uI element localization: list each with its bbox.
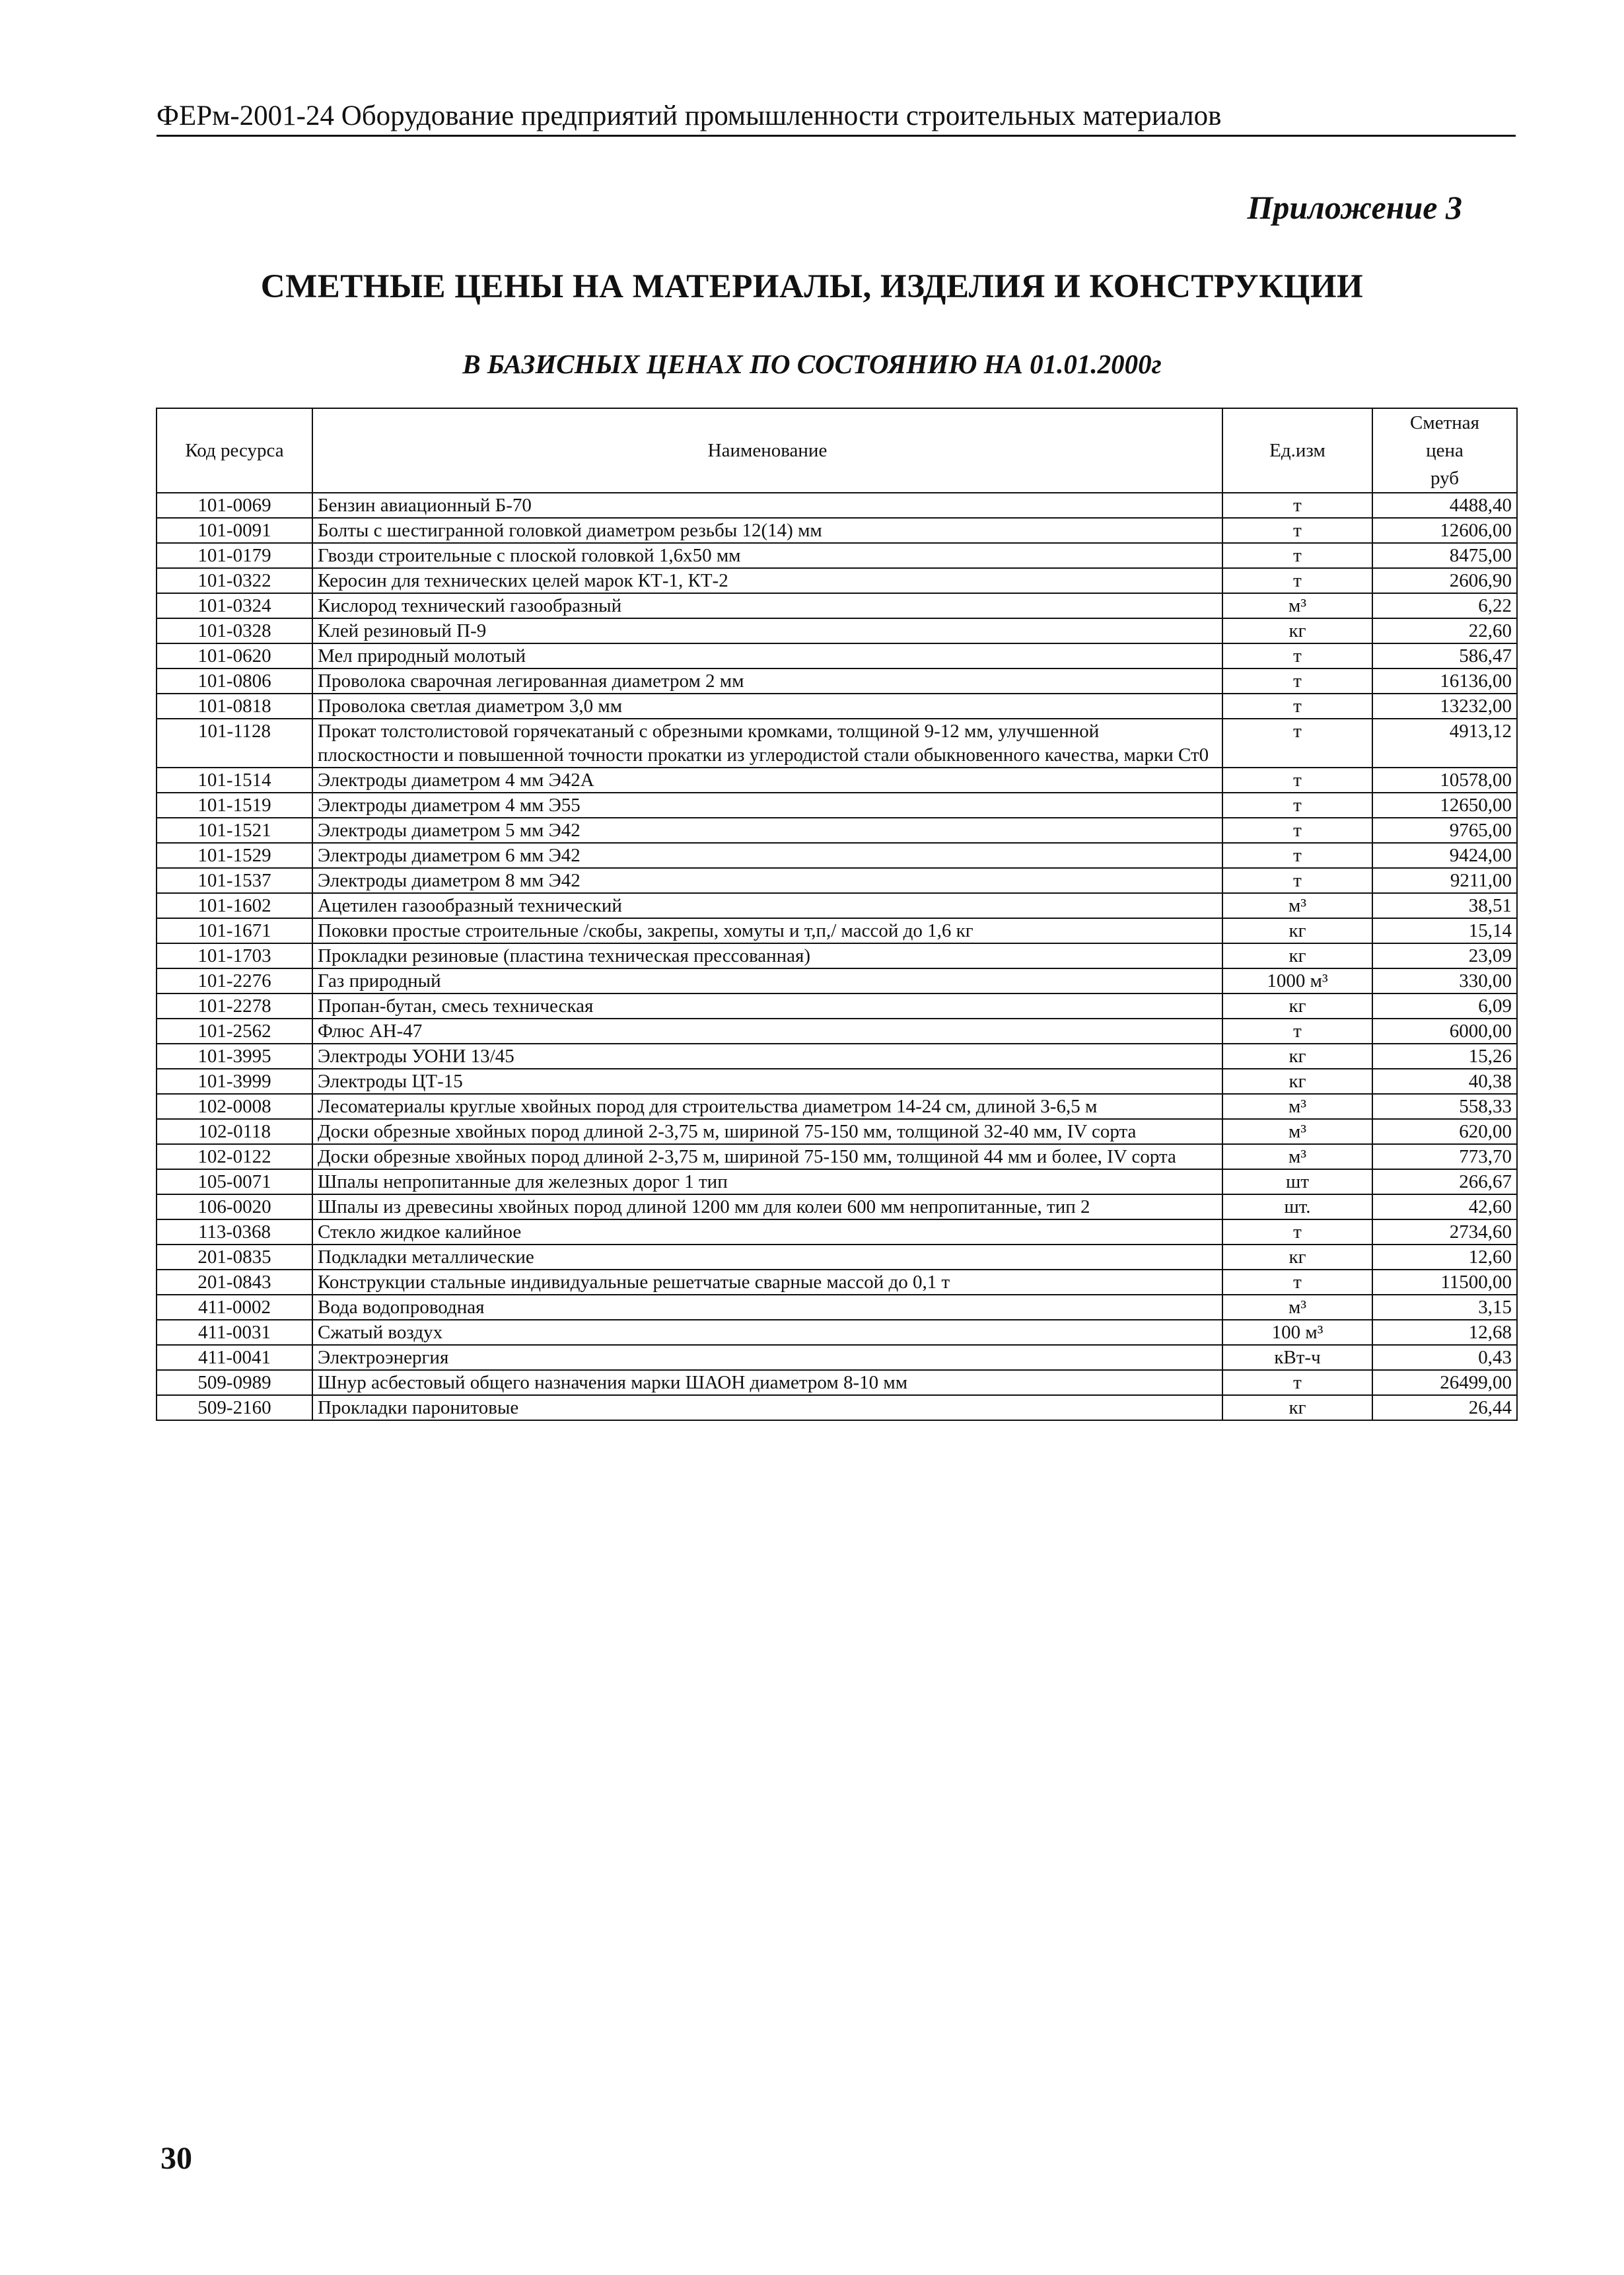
price-cell: 9765,00 <box>1372 818 1517 843</box>
unit-cell: м³ <box>1222 593 1372 618</box>
resource-code-cell: 113-0368 <box>157 1219 312 1245</box>
resource-code-cell: 101-0179 <box>157 543 312 568</box>
table-row <box>157 668 1517 694</box>
resource-name-cell: Сжатый воздух <box>312 1320 1222 1345</box>
page-subtitle: В БАЗИСНЫХ ЦЕНАХ ПО СОСТОЯНИЮ НА 01.01.2000г <box>462 349 1162 379</box>
price-cell: 6000,00 <box>1372 1019 1517 1044</box>
page-number: 30 <box>160 2141 192 2176</box>
running-header: ФЕРм-2001-24 Оборудование предприятий промышленности строительных материалов <box>157 99 1516 137</box>
resource-name-cell: Электроды диаметром 4 мм Э42А <box>312 768 1222 793</box>
resource-name-cell: Шпалы непропитанные для железных дорог 1 тип <box>312 1169 1222 1194</box>
price-cell: 26499,00 <box>1372 1370 1517 1395</box>
table-body <box>157 493 1517 1420</box>
table-row <box>157 1370 1517 1395</box>
table-row <box>157 643 1517 668</box>
unit-cell: т <box>1222 568 1372 593</box>
resource-code-cell: 509-0989 <box>157 1370 312 1395</box>
resource-name-cell: Электроэнергия <box>312 1345 1222 1370</box>
resource-code-cell: 102-0118 <box>157 1119 312 1144</box>
resource-code-cell: 201-0835 <box>157 1245 312 1270</box>
resource-code-cell: 509-2160 <box>157 1395 312 1420</box>
price-cell: 330,00 <box>1372 968 1517 993</box>
resource-code-cell: 101-1128 <box>157 719 312 768</box>
price-cell: 6,09 <box>1372 993 1517 1019</box>
table-row <box>157 1019 1517 1044</box>
table-row <box>157 1169 1517 1194</box>
resource-name-cell: Шнур асбестовый общего назначения марки ШАОН диаметром 8-10 мм <box>312 1370 1222 1395</box>
resource-code-cell: 101-0620 <box>157 643 312 668</box>
unit-cell: 1000 м³ <box>1222 968 1372 993</box>
table-row <box>157 543 1517 568</box>
price-cell: 23,09 <box>1372 943 1517 968</box>
unit-cell: шт. <box>1222 1194 1372 1219</box>
table-row <box>157 568 1517 593</box>
table-row <box>157 1119 1517 1144</box>
resource-code-cell: 106-0020 <box>157 1194 312 1219</box>
unit-cell: м³ <box>1222 893 1372 918</box>
column-header-price-line2: цена <box>1426 440 1464 461</box>
resource-name-cell: Электроды УОНИ 13/45 <box>312 1044 1222 1069</box>
table-row <box>157 993 1517 1019</box>
resource-code-cell: 411-0031 <box>157 1320 312 1345</box>
resource-name-cell: Флюс АН-47 <box>312 1019 1222 1044</box>
unit-cell: т <box>1222 1370 1372 1395</box>
table-row <box>157 1194 1517 1219</box>
price-cell: 12650,00 <box>1372 793 1517 818</box>
resource-name-cell: Проволока сварочная легированная диаметром 2 мм <box>312 668 1222 694</box>
table-row <box>157 943 1517 968</box>
resource-name-cell: Электроды диаметром 6 мм Э42 <box>312 843 1222 868</box>
column-header-price <box>1372 408 1517 493</box>
table-row <box>157 1320 1517 1345</box>
resource-name-cell: Кислород технический газообразный <box>312 593 1222 618</box>
price-cell: 15,14 <box>1372 918 1517 943</box>
table-row <box>157 1345 1517 1370</box>
table-row <box>157 618 1517 643</box>
unit-cell: т <box>1222 768 1372 793</box>
resource-code-cell: 101-0324 <box>157 593 312 618</box>
table-row <box>157 719 1517 768</box>
resource-code-cell: 102-0122 <box>157 1144 312 1169</box>
resource-code-cell: 101-0818 <box>157 694 312 719</box>
unit-cell: т <box>1222 668 1372 694</box>
resource-code-cell: 101-2562 <box>157 1019 312 1044</box>
table-row <box>157 1395 1517 1420</box>
unit-cell: кг <box>1222 1069 1372 1094</box>
unit-cell: т <box>1222 793 1372 818</box>
resource-code-cell: 101-0328 <box>157 618 312 643</box>
column-header-price-line1: Сметная <box>1410 412 1479 433</box>
resource-code-cell: 101-1514 <box>157 768 312 793</box>
resource-name-cell: Подкладки металлические <box>312 1245 1222 1270</box>
unit-cell: т <box>1222 543 1372 568</box>
price-cell: 2734,60 <box>1372 1219 1517 1245</box>
unit-cell: кг <box>1222 993 1372 1019</box>
table-row <box>157 768 1517 793</box>
price-cell: 9211,00 <box>1372 868 1517 893</box>
appendix-label: Приложение 3 <box>1247 189 1462 226</box>
unit-cell: т <box>1222 493 1372 518</box>
unit-cell: т <box>1222 1270 1372 1295</box>
resource-name-cell: Поковки простые строительные /скобы, закрепы, хомуты и т,п,/ массой до 1,6 кг <box>312 918 1222 943</box>
table-row <box>157 818 1517 843</box>
resource-code-cell: 101-3999 <box>157 1069 312 1094</box>
resource-code-cell: 101-1521 <box>157 818 312 843</box>
resource-name-cell: Электроды диаметром 8 мм Э42 <box>312 868 1222 893</box>
unit-cell: т <box>1222 1219 1372 1245</box>
price-cell: 12,68 <box>1372 1320 1517 1345</box>
price-cell: 4913,12 <box>1372 719 1517 768</box>
resource-name-cell: Электроды диаметром 5 мм Э42 <box>312 818 1222 843</box>
resource-code-cell: 101-2276 <box>157 968 312 993</box>
resource-name-cell: Мел природный молотый <box>312 643 1222 668</box>
table-row <box>157 1219 1517 1245</box>
resource-code-cell: 101-1537 <box>157 868 312 893</box>
unit-cell: кг <box>1222 618 1372 643</box>
price-cell: 558,33 <box>1372 1094 1517 1119</box>
table-row <box>157 893 1517 918</box>
price-cell: 12606,00 <box>1372 518 1517 543</box>
price-cell: 42,60 <box>1372 1194 1517 1219</box>
unit-cell: т <box>1222 518 1372 543</box>
price-cell: 8475,00 <box>1372 543 1517 568</box>
unit-cell: кВт-ч <box>1222 1345 1372 1370</box>
resource-code-cell: 411-0002 <box>157 1295 312 1320</box>
page-title: СМЕТНЫЕ ЦЕНЫ НА МАТЕРИАЛЫ, ИЗДЕЛИЯ И КОНСТРУКЦИИ <box>260 268 1364 305</box>
price-cell: 773,70 <box>1372 1144 1517 1169</box>
unit-cell: кг <box>1222 1395 1372 1420</box>
price-cell: 15,26 <box>1372 1044 1517 1069</box>
resource-name-cell: Вода водопроводная <box>312 1295 1222 1320</box>
table-row <box>157 694 1517 719</box>
unit-cell: м³ <box>1222 1144 1372 1169</box>
resource-name-cell: Керосин для технических целей марок КТ-1, КТ-2 <box>312 568 1222 593</box>
unit-cell: м³ <box>1222 1295 1372 1320</box>
price-cell: 0,43 <box>1372 1345 1517 1370</box>
unit-cell: т <box>1222 843 1372 868</box>
resource-name-cell: Гвозди строительные с плоской головкой 1,6х50 мм <box>312 543 1222 568</box>
resource-name-cell: Клей резиновый П-9 <box>312 618 1222 643</box>
price-cell: 620,00 <box>1372 1119 1517 1144</box>
resource-code-cell: 101-1529 <box>157 843 312 868</box>
resource-code-cell: 101-0069 <box>157 493 312 518</box>
price-cell: 2606,90 <box>1372 568 1517 593</box>
price-cell: 12,60 <box>1372 1245 1517 1270</box>
resource-code-cell: 101-1671 <box>157 918 312 943</box>
price-cell: 9424,00 <box>1372 843 1517 868</box>
table-row <box>157 968 1517 993</box>
resource-name-cell: Прокладки паронитовые <box>312 1395 1222 1420</box>
resource-code-cell: 101-1703 <box>157 943 312 968</box>
resource-name-cell: Прокладки резиновые (пластина техническая прессованная) <box>312 943 1222 968</box>
table-row <box>157 518 1517 543</box>
unit-cell: кг <box>1222 1245 1372 1270</box>
resource-name-cell: Болты с шестигранной головкой диаметром резьбы 12(14) мм <box>312 518 1222 543</box>
unit-cell: т <box>1222 643 1372 668</box>
resource-code-cell: 102-0008 <box>157 1094 312 1119</box>
resource-name-cell: Электроды ЦТ-15 <box>312 1069 1222 1094</box>
table-row <box>157 1295 1517 1320</box>
price-cell: 38,51 <box>1372 893 1517 918</box>
table-row <box>157 1069 1517 1094</box>
unit-cell: т <box>1222 818 1372 843</box>
resource-name-cell: Бензин авиационный Б-70 <box>312 493 1222 518</box>
price-table <box>156 408 1518 1421</box>
resource-name-cell: Лесоматериалы круглые хвойных пород для строительства диаметром 14-24 см, длиной 3-6,5 м <box>312 1094 1222 1119</box>
unit-cell: м³ <box>1222 1094 1372 1119</box>
unit-cell: т <box>1222 868 1372 893</box>
unit-cell: 100 м³ <box>1222 1320 1372 1345</box>
unit-cell: м³ <box>1222 1119 1372 1144</box>
unit-cell: кг <box>1222 1044 1372 1069</box>
resource-name-cell: Газ природный <box>312 968 1222 993</box>
resource-name-cell: Электроды диаметром 4 мм Э55 <box>312 793 1222 818</box>
column-header-code: Код ресурса <box>157 408 312 493</box>
resource-name-cell: Доски обрезные хвойных пород длиной 2-3,75 м, шириной 75-150 мм, толщиной 32-40 мм, IV сорта <box>312 1119 1222 1144</box>
resource-name-cell: Конструкции стальные индивидуальные решетчатые сварные массой до 0,1 т <box>312 1270 1222 1295</box>
table-row <box>157 1094 1517 1119</box>
unit-cell: кг <box>1222 918 1372 943</box>
table-row <box>157 843 1517 868</box>
resource-code-cell: 101-0091 <box>157 518 312 543</box>
resource-code-cell: 201-0843 <box>157 1270 312 1295</box>
price-cell: 16136,00 <box>1372 668 1517 694</box>
column-header-name: Наименование <box>312 408 1222 493</box>
table-row <box>157 793 1517 818</box>
price-cell: 40,38 <box>1372 1069 1517 1094</box>
table-row <box>157 868 1517 893</box>
column-header-unit: Ед.изм <box>1222 408 1372 493</box>
unit-cell: т <box>1222 719 1372 768</box>
resource-code-cell: 411-0041 <box>157 1345 312 1370</box>
resource-code-cell: 101-0322 <box>157 568 312 593</box>
price-cell: 4488,40 <box>1372 493 1517 518</box>
table-row <box>157 1270 1517 1295</box>
table-row <box>157 918 1517 943</box>
unit-cell: кг <box>1222 943 1372 968</box>
table-header-row <box>157 408 1517 493</box>
price-cell: 10578,00 <box>1372 768 1517 793</box>
table-row <box>157 593 1517 618</box>
unit-cell: шт <box>1222 1169 1372 1194</box>
resource-name-cell: Доски обрезные хвойных пород длиной 2-3,75 м, шириной 75-150 мм, толщиной 44 мм и более, IV сорта <box>312 1144 1222 1169</box>
table-row <box>157 1044 1517 1069</box>
price-cell: 6,22 <box>1372 593 1517 618</box>
column-header-price-line3: руб <box>1430 468 1459 489</box>
resource-code-cell: 101-1519 <box>157 793 312 818</box>
resource-code-cell: 105-0071 <box>157 1169 312 1194</box>
price-cell: 586,47 <box>1372 643 1517 668</box>
table-row <box>157 493 1517 518</box>
unit-cell: т <box>1222 1019 1372 1044</box>
resource-code-cell: 101-1602 <box>157 893 312 918</box>
price-cell: 13232,00 <box>1372 694 1517 719</box>
price-cell: 3,15 <box>1372 1295 1517 1320</box>
unit-cell: т <box>1222 694 1372 719</box>
resource-name-cell: Пропан-бутан, смесь техническая <box>312 993 1222 1019</box>
resource-name-cell: Шпалы из древесины хвойных пород длиной 1200 мм для колеи 600 мм непропитанные, тип 2 <box>312 1194 1222 1219</box>
resource-code-cell: 101-3995 <box>157 1044 312 1069</box>
resource-code-cell: 101-0806 <box>157 668 312 694</box>
resource-name-cell: Проволока светлая диаметром 3,0 мм <box>312 694 1222 719</box>
price-cell: 266,67 <box>1372 1169 1517 1194</box>
table-row <box>157 1144 1517 1169</box>
price-cell: 22,60 <box>1372 618 1517 643</box>
resource-name-cell: Ацетилен газообразный технический <box>312 893 1222 918</box>
resource-name-cell: Стекло жидкое калийное <box>312 1219 1222 1245</box>
table-row <box>157 1245 1517 1270</box>
price-cell: 11500,00 <box>1372 1270 1517 1295</box>
resource-name-cell: Прокат толстолистовой горячекатаный с обрезными кромками, толщиной 9-12 мм, улучшенной плоскостности и повышенной точности прокатки из углеродистой стали обыкновенного качества, марки Ст0 <box>312 719 1222 768</box>
price-cell: 26,44 <box>1372 1395 1517 1420</box>
resource-code-cell: 101-2278 <box>157 993 312 1019</box>
